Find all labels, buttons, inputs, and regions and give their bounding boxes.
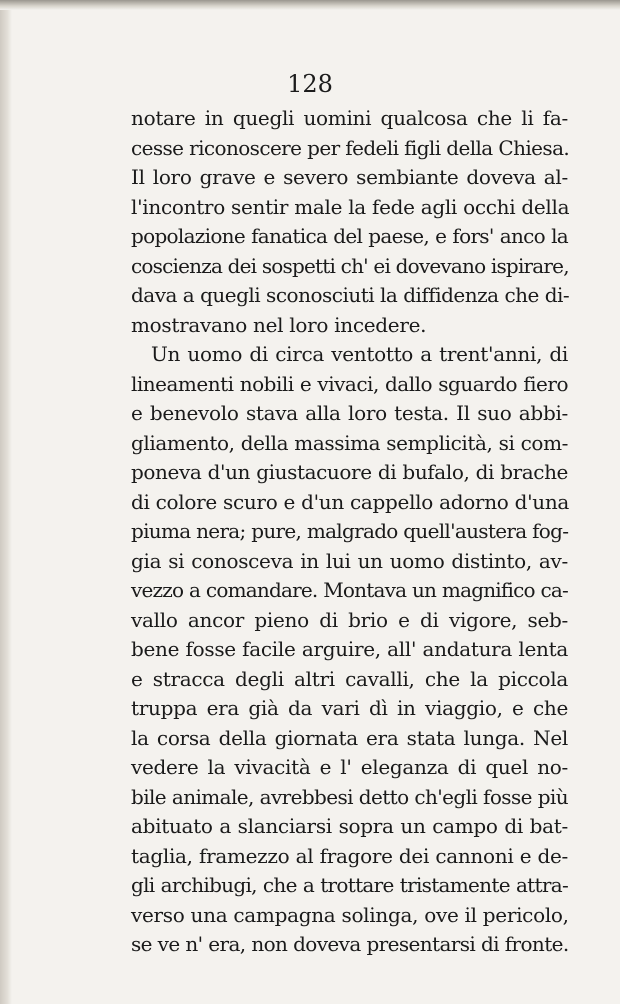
text-line: truppa era già da vari dì in viaggio, e che [131,696,568,720]
text-line: vedere la vivacità e l' eleganza di quel no- [131,755,568,779]
text-line: notare in quegli uomini qualcosa che li fa- [131,106,568,130]
text-line: bile animale, avrebbesi detto ch'egli fosse più [131,784,568,809]
text-line: popolazione fanatica del paese, e fors' anco la [131,224,568,248]
text-line: abituato a slanciarsi sopra un campo di bat- [131,814,568,838]
page-top-edge [0,0,620,10]
text-line: gia si conosceva in lui un uomo distinto, av- [131,548,568,573]
text-line: piuma nera; pure, malgrado quell'austera fog- [131,519,569,543]
text-line: l'incontro sentir male la fede agli occhi della [131,194,570,219]
text-line: gli archibugi, che a trottare tristamente attra- [131,873,568,897]
text-line: poneva d'un giustacuore di bufalo, di brache [131,460,568,484]
text-line: gliamento, della massima semplicità, si com- [131,430,568,455]
text-line: Un uomo di circa ventotto a trent'anni, di [151,342,568,366]
text-line: taglia, framezzo al fragore dei cannoni e de- [131,843,568,868]
text-line: coscienza dei sospetti ch' ei dovevano ispirare, [131,253,569,278]
text-line: se ve n' era, non doveva presentarsi di fronte. [131,932,569,956]
text-line: e benevolo stava alla loro testa. Il suo abbi- [131,401,568,425]
text-line: mostravano nel loro incedere. [131,312,427,337]
page-binding-shadow [0,0,12,1004]
text-line: cesse riconoscere per fedeli figli della Chiesa. [131,135,570,160]
text-line: la corsa della giornata era stata lunga. Nel [131,725,568,750]
text-line: e stracca degli altri cavalli, che la piccola [131,666,568,691]
text-line: dava a quegli sconosciuti la diffidenza che di- [131,283,570,307]
text-line: bene fosse facile arguire, all' andatura lenta [131,637,568,661]
text-line: Il loro grave e severo sembiante doveva al- [131,165,568,189]
text-line: di colore scuro e d'un cappello adorno d'una [131,489,570,514]
text-line: lineamenti nobili e vivaci, dallo sguardo fiero [131,371,568,396]
body-text [131,104,568,960]
text-line: verso una campagna solinga, ove il pericolo, [131,902,569,927]
text-line: vezzo a comandare. Montava un magnifico ca- [131,578,568,602]
page-number: 128 [287,70,333,98]
text-line: vallo ancor pieno di brio e di vigore, seb- [131,607,568,632]
